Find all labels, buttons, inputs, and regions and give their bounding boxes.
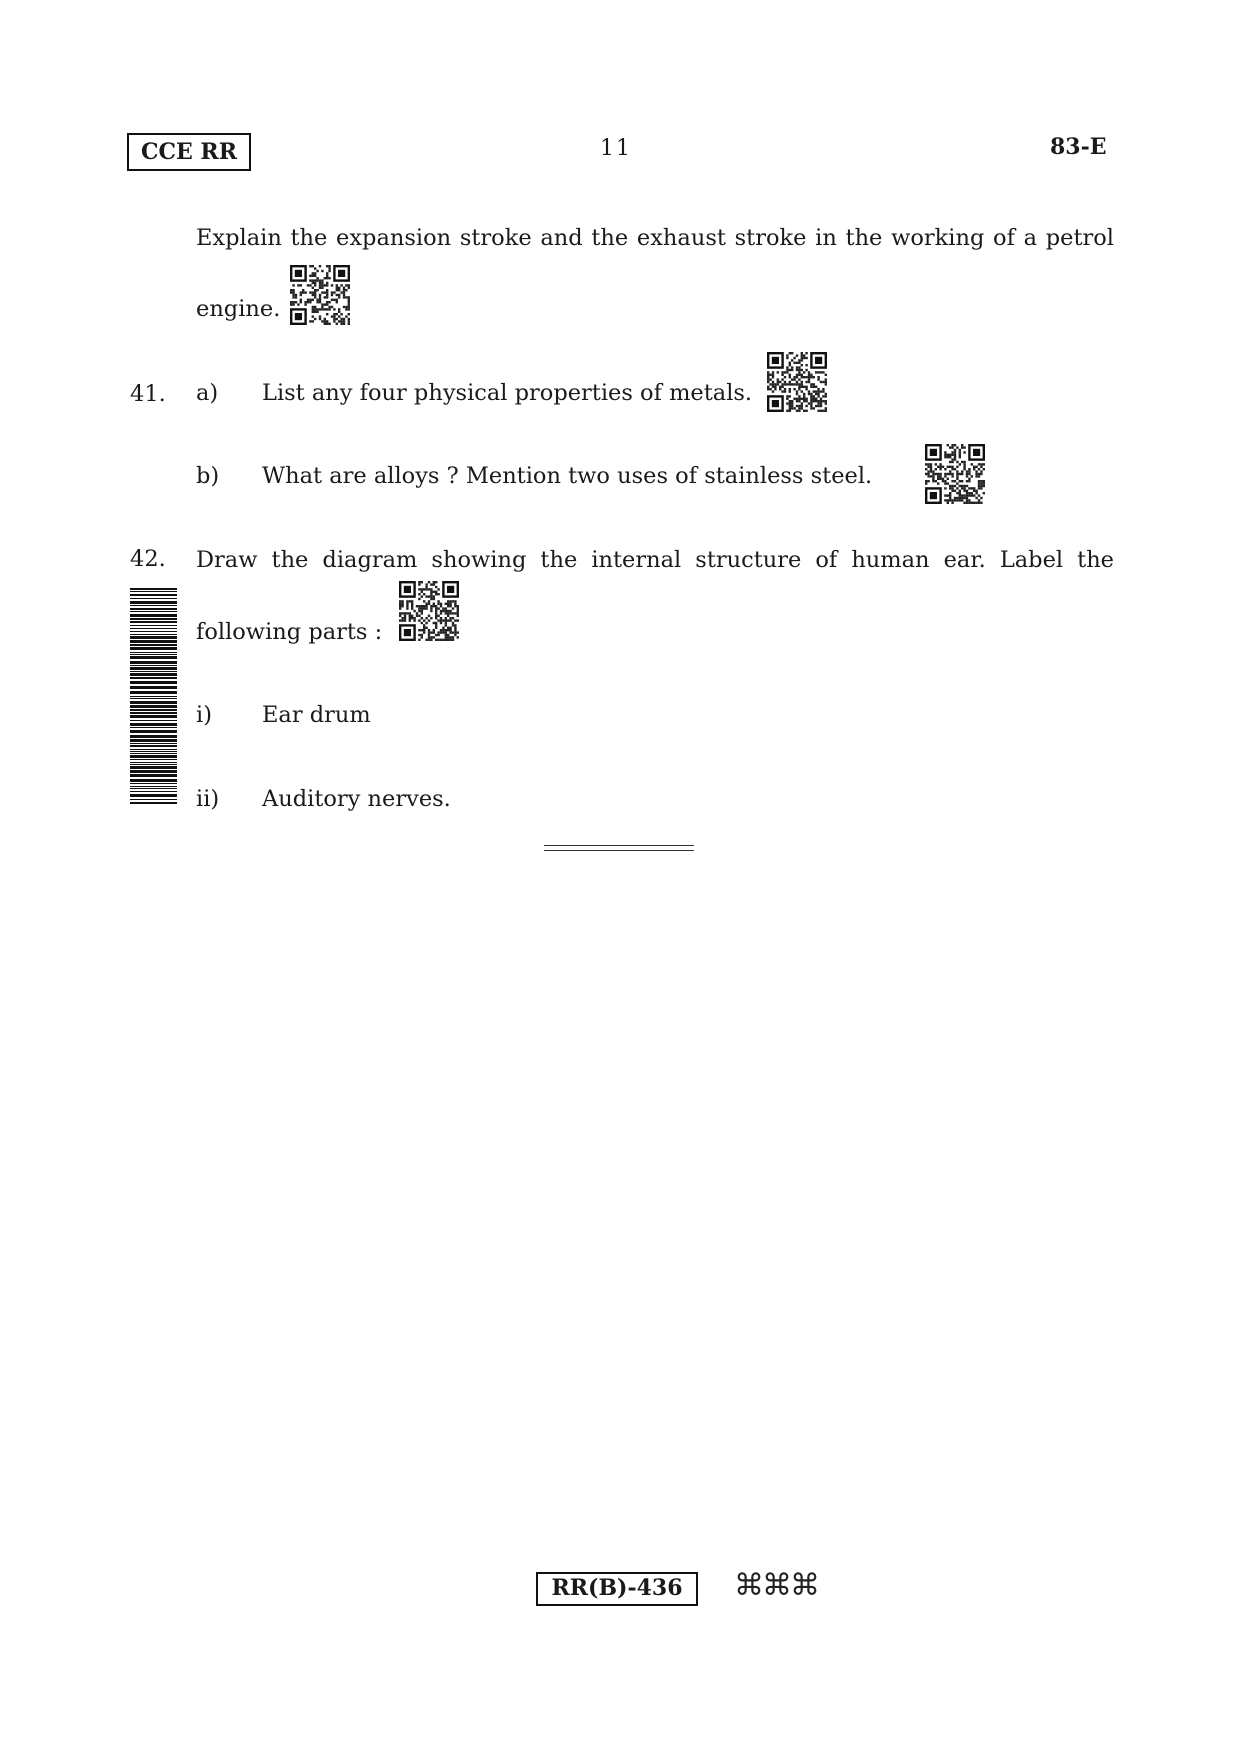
end-rule [544,845,694,846]
ornament-icon: ⌘⌘⌘ [734,1568,818,1603]
q40-text-line2: engine. [196,296,281,322]
q42-number: 42. [130,546,166,572]
header-code-box: CCE RR [127,133,251,171]
q41a-label: a) [196,380,219,406]
q42-i-text: Ear drum [262,702,371,728]
barcode-icon [130,588,177,804]
qr-code-icon[interactable] [399,581,459,641]
end-rule [544,850,694,851]
q42-i-label: i) [196,702,212,728]
q41-number: 41. [130,381,166,407]
q42-text-line2: following parts : [196,619,383,645]
page-number: 11 [600,136,632,161]
q42-text-line1: Draw the diagram showing the internal structure of human ear. Label the [196,547,1114,573]
qr-code-icon[interactable] [767,352,827,412]
paper-code: 83-E [1050,134,1107,160]
q41a-text: List any four physical properties of metals. [262,380,753,406]
q41b-text: What are alloys ? Mention two uses of stainless steel. [262,463,873,489]
q40-text-line1: Explain the expansion stroke and the exhaust stroke in the working of a petrol [196,225,1114,251]
q42-ii-label: ii) [196,786,220,812]
q41b-label: b) [196,463,220,489]
qr-code-icon[interactable] [290,265,350,325]
q42-ii-text: Auditory nerves. [262,786,451,812]
qr-code-icon[interactable] [925,444,985,504]
footer-code-box: RR(B)-436 [536,1572,698,1606]
